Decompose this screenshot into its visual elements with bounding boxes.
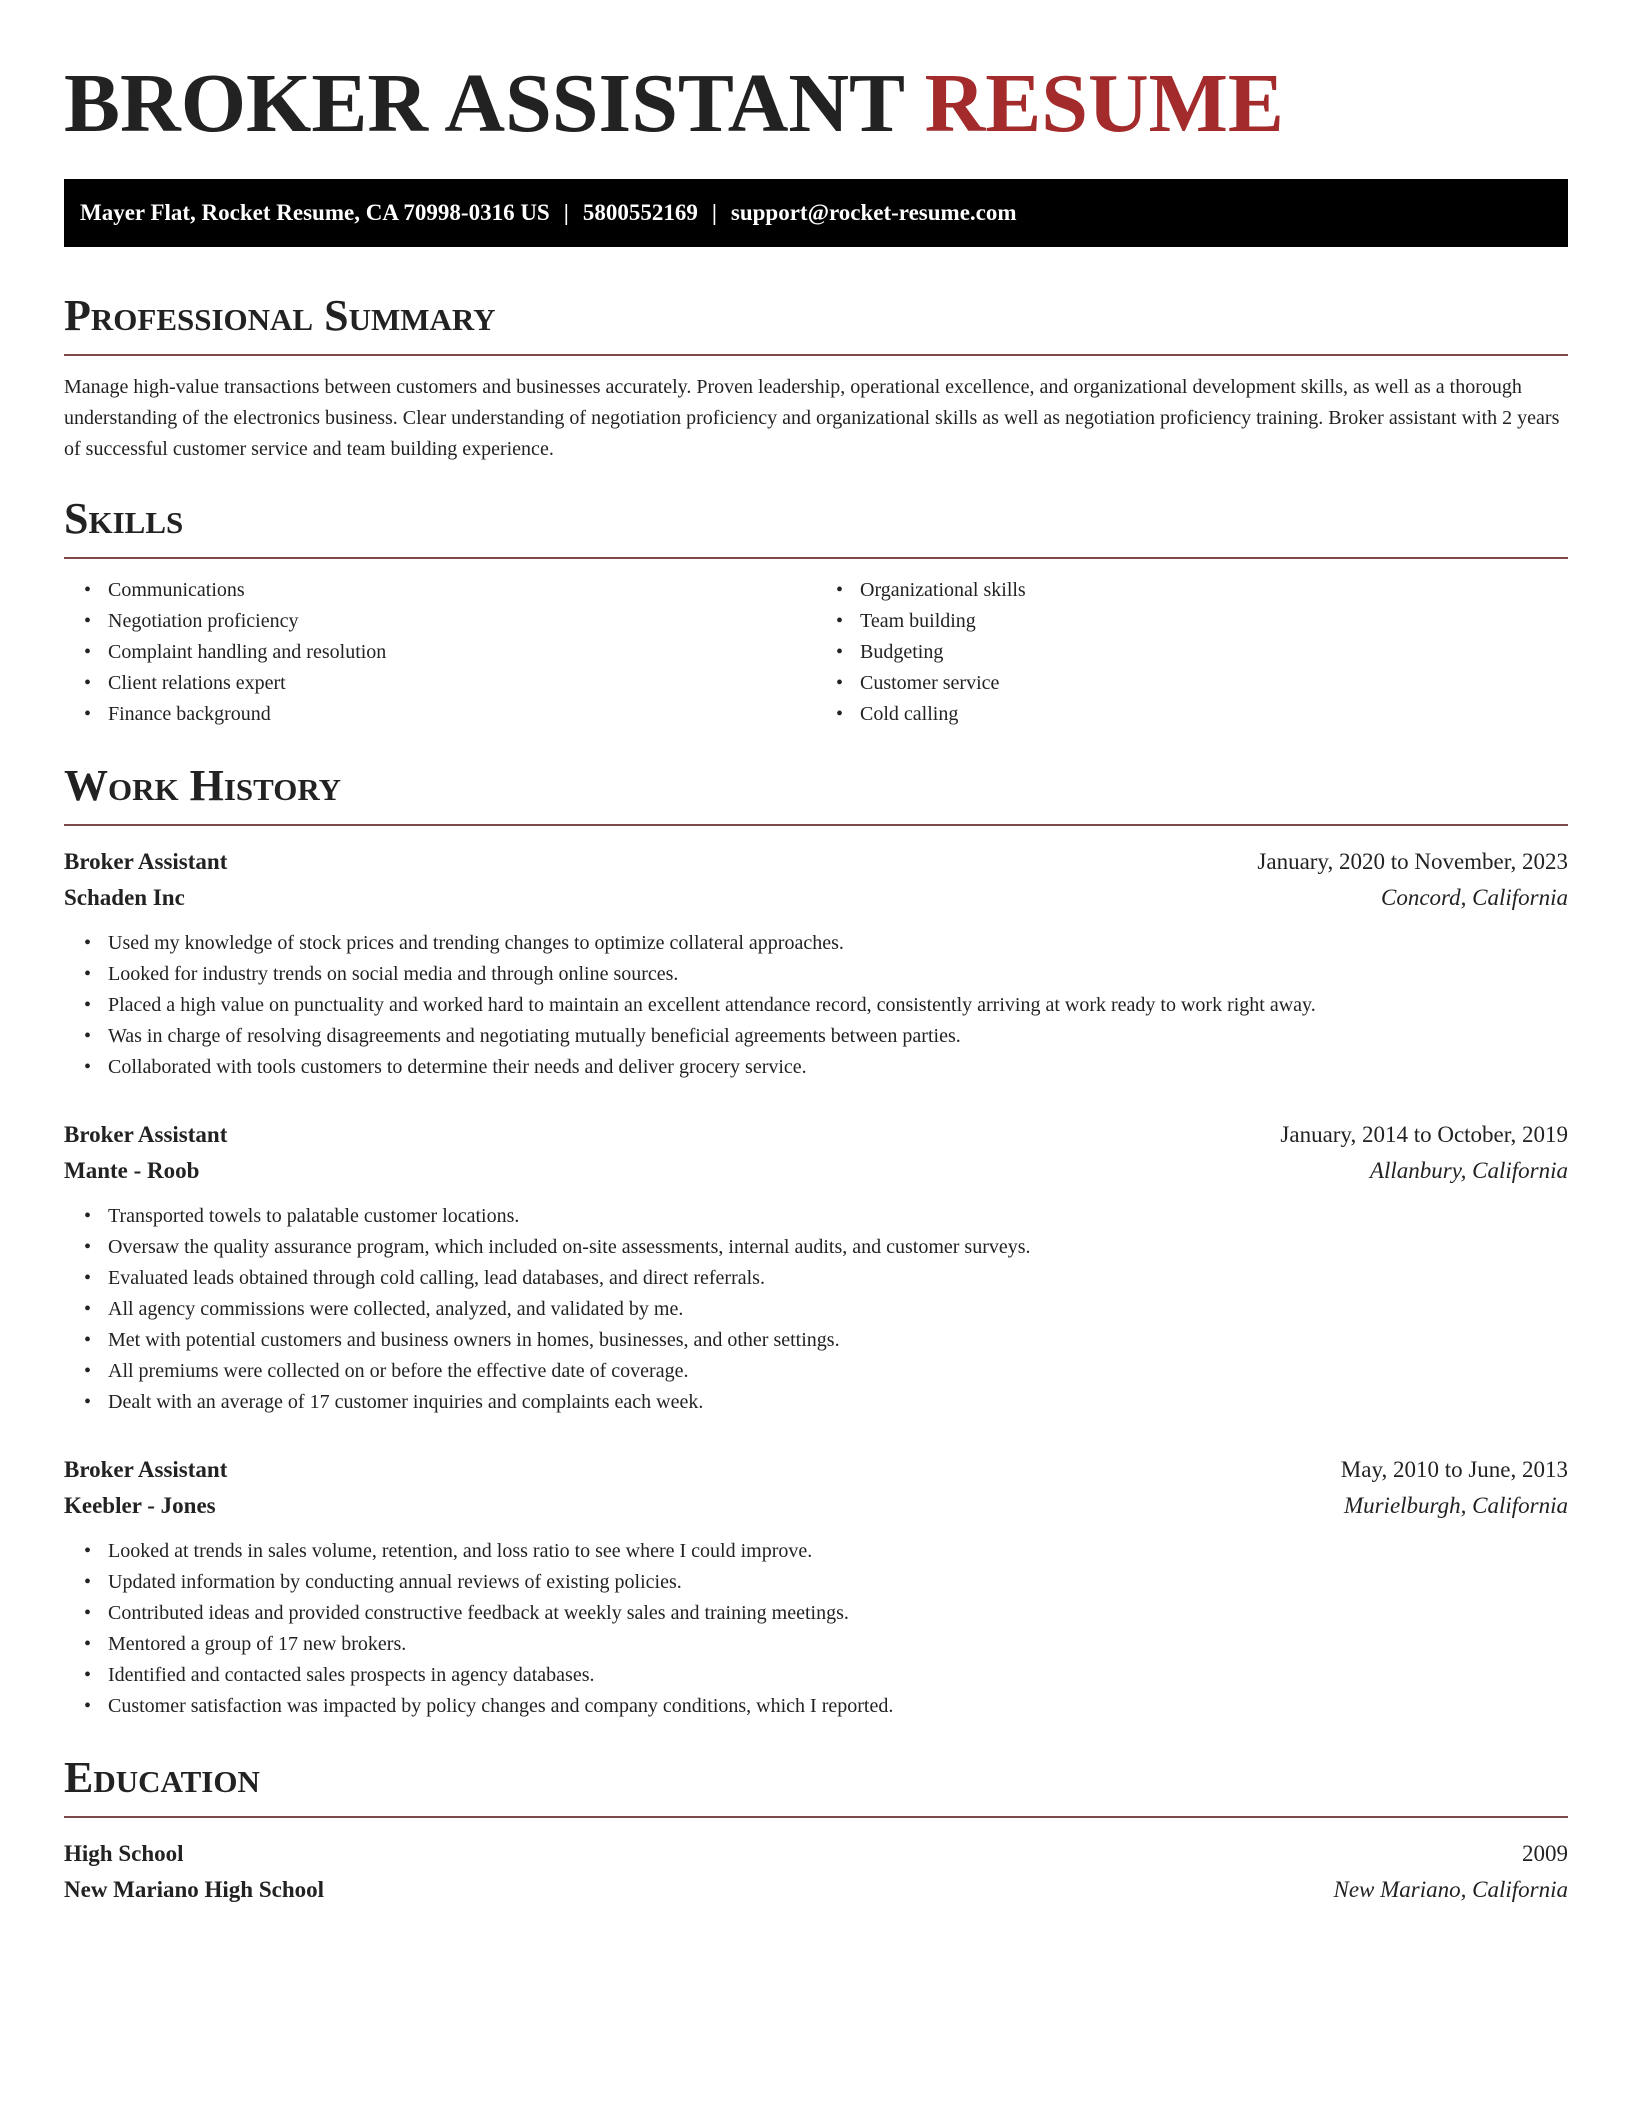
job-bullets — [64, 1201, 1568, 1418]
section-heading-work: Work History — [64, 764, 1568, 826]
job-bullet: • Identified and contacted sales prospects in agency databases. — [108, 1660, 1568, 1691]
section-heading-education: Education — [64, 1756, 1568, 1818]
job-dates: January, 2020 to November, 2023 — [1257, 849, 1568, 875]
job-title: Broker Assistant — [64, 1457, 228, 1483]
job-company-row — [64, 1153, 1568, 1189]
education-header-row — [64, 1836, 1568, 1872]
skill-item: • Finance background — [108, 699, 816, 730]
job-bullet: • Placed a high value on punctuality and worked hard to maintain an excellent attendance record, consistently arriving at work ready to work right away. — [108, 990, 1568, 1021]
job-bullet: • Transported towels to palatable customer locations. — [108, 1201, 1568, 1232]
job-bullet: • Evaluated leads obtained through cold calling, lead databases, and direct referrals. — [108, 1263, 1568, 1294]
job-bullet: • Collaborated with tools customers to determine their needs and deliver grocery service. — [108, 1052, 1568, 1083]
job-company: Schaden Inc — [64, 885, 185, 911]
skill-item: • Complaint handling and resolution — [108, 637, 816, 668]
job-location: Allanbury, California — [1369, 1158, 1568, 1184]
contact-separator: | — [563, 200, 569, 226]
job-location: Concord, California — [1381, 885, 1568, 911]
job-header-row — [64, 844, 1568, 880]
job-entry — [64, 1452, 1568, 1722]
skills-list-left — [64, 575, 816, 730]
skills-list-right — [816, 575, 1568, 730]
contact-phone: 5800552169 — [582, 200, 698, 226]
job-bullet: • All premiums were collected on or before the effective date of coverage. — [108, 1356, 1568, 1387]
job-bullets — [64, 928, 1568, 1083]
contact-email: support@rocket-resume.com — [730, 200, 1017, 226]
skill-item: • Cold calling — [860, 699, 1568, 730]
skill-item: • Budgeting — [860, 637, 1568, 668]
skill-item: • Client relations expert — [108, 668, 816, 699]
job-bullet: • Looked at trends in sales volume, retention, and loss ratio to see where I could improve. — [108, 1536, 1568, 1567]
skill-item: • Negotiation proficiency — [108, 606, 816, 637]
contact-separator: | — [711, 200, 717, 226]
title-main: BROKER ASSISTANT — [64, 57, 904, 150]
education-year: 2009 — [1522, 1841, 1568, 1867]
job-bullet: • Met with potential customers and business owners in homes, businesses, and other settings. — [108, 1325, 1568, 1356]
title-accent: RESUME — [924, 57, 1284, 150]
job-entry — [64, 844, 1568, 1083]
job-header-row — [64, 1452, 1568, 1488]
job-bullet: • Mentored a group of 17 new brokers. — [108, 1629, 1568, 1660]
job-company-row — [64, 880, 1568, 916]
job-dates: May, 2010 to June, 2013 — [1340, 1457, 1568, 1483]
job-bullet: • Looked for industry trends on social media and through online sources. — [108, 959, 1568, 990]
skill-item: • Communications — [108, 575, 816, 606]
job-company-row — [64, 1488, 1568, 1524]
job-header-row — [64, 1117, 1568, 1153]
job-location: Murielburgh, California — [1343, 1493, 1568, 1519]
education-location: New Mariano, California — [1333, 1877, 1568, 1903]
section-heading-skills: Skills — [64, 497, 1568, 559]
job-bullet: • Customer satisfaction was impacted by policy changes and company conditions, which I reported. — [108, 1691, 1568, 1722]
job-bullet: • Dealt with an average of 17 customer inquiries and complaints each week. — [108, 1387, 1568, 1418]
resume-title — [64, 58, 1568, 150]
job-company: Mante - Roob — [64, 1158, 200, 1184]
job-bullet: • Updated information by conducting annual reviews of existing policies. — [108, 1567, 1568, 1598]
job-bullet: • Was in charge of resolving disagreements and negotiating mutually beneficial agreements between parties. — [108, 1021, 1568, 1052]
contact-address: Mayer Flat, Rocket Resume, CA 70998-0316 US — [80, 200, 550, 226]
skill-item: • Team building — [860, 606, 1568, 637]
skill-item: • Customer service — [860, 668, 1568, 699]
contact-bar — [64, 179, 1568, 247]
job-bullet: • Contributed ideas and provided constructive feedback at weekly sales and training meetings. — [108, 1598, 1568, 1629]
summary-text: Manage high-value transactions between customers and businesses accurately. Proven leadership, operational excellence, and organizational development skills, as well as a thorough understanding of the electronics business. Clear understanding of negotiation proficiency and organizational skills as well as negotiation proficiency training. Broker assistant with 2 years of successful customer service and team building experience. — [64, 376, 1560, 461]
professional-summary-section — [64, 291, 1568, 465]
job-entry — [64, 1117, 1568, 1418]
job-title: Broker Assistant — [64, 849, 228, 875]
work-history-section — [64, 761, 1568, 1722]
job-company: Keebler - Jones — [64, 1493, 216, 1519]
job-bullet: • Used my knowledge of stock prices and trending changes to optimize collateral approaches. — [108, 928, 1568, 959]
job-title: Broker Assistant — [64, 1122, 228, 1148]
education-entry — [64, 1836, 1568, 1908]
education-school-row — [64, 1872, 1568, 1908]
education-degree: High School — [64, 1841, 184, 1867]
skill-item: • Organizational skills — [860, 575, 1568, 606]
job-bullets — [64, 1536, 1568, 1722]
section-heading-summary: Professional Summary — [64, 294, 1568, 356]
education-section — [64, 1753, 1568, 1908]
skills-section — [64, 494, 1568, 730]
skills-grid — [64, 575, 1568, 730]
job-bullet: • All agency commissions were collected, analyzed, and validated by me. — [108, 1294, 1568, 1325]
education-school: New Mariano High School — [64, 1877, 325, 1903]
job-bullet: • Oversaw the quality assurance program, which included on-site assessments, internal audits, and customer surveys. — [108, 1232, 1568, 1263]
job-dates: January, 2014 to October, 2019 — [1280, 1122, 1568, 1148]
